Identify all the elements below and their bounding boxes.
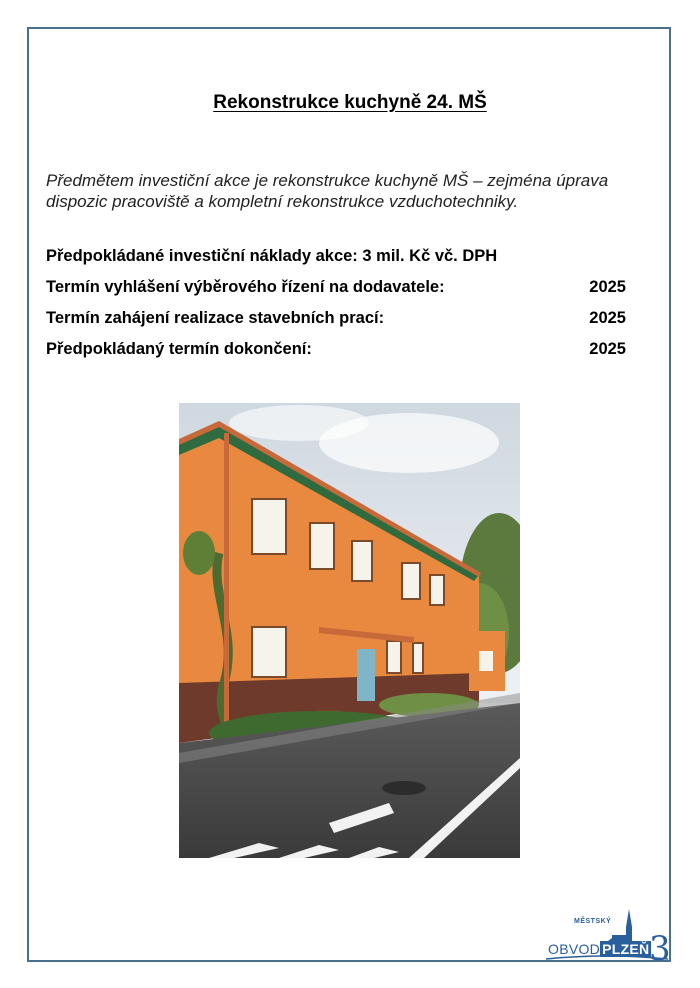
logo-small-text: MĚSTSKÝ [574, 918, 612, 925]
fact-value: 2025 [589, 278, 626, 296]
fact-value: 2025 [589, 309, 626, 327]
building-photo [179, 403, 520, 858]
page-title: Rekonstrukce kuchyně 24. MŠ [213, 92, 487, 113]
fact-row-cost [46, 244, 626, 275]
logo-main-text [548, 941, 651, 957]
logo-word-plzen: PLZEŇ [602, 941, 650, 957]
fact-label: Předpokládané investiční náklady akce: 3 mil. Kč vč. DPH [46, 247, 498, 265]
city-district-logo [546, 905, 671, 969]
fact-label: Termín zahájení realizace stavebních prací: [46, 309, 385, 327]
fact-row-completion [46, 337, 626, 368]
logo-number: 3 [649, 929, 671, 969]
fact-value: 2025 [589, 340, 626, 358]
fact-label: Předpokládaný termín dokončení: [46, 340, 312, 358]
fact-row-tender [46, 275, 626, 306]
facts-list [46, 244, 626, 368]
fact-row-start [46, 306, 626, 337]
fact-value [576, 244, 626, 275]
logo-word-obvod: OBVOD [548, 941, 601, 957]
fact-label: Termín vyhlášení výběrového řízení na dodavatele: [46, 278, 445, 296]
intro-paragraph: Předmětem investiční akce je rekonstrukce kuchyně MŠ – zejména úprava dispozic pracoviště a kompletní rekonstrukce vzduchotechniky. [46, 171, 609, 211]
